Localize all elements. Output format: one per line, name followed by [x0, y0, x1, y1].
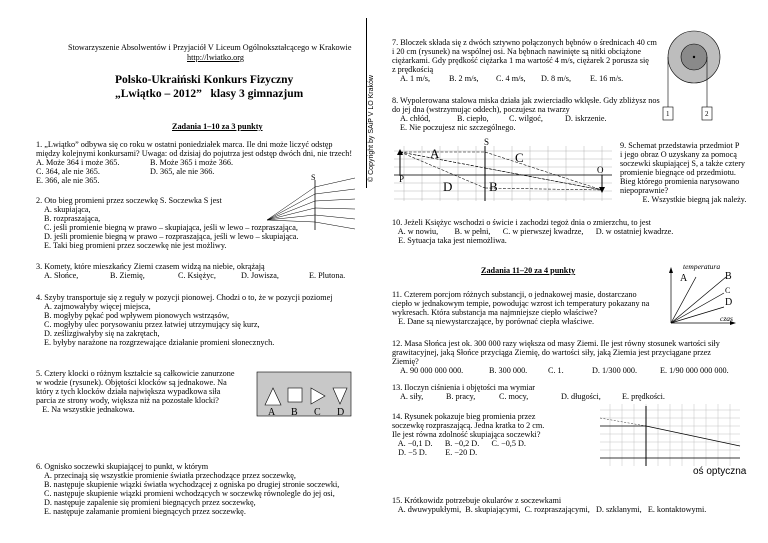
q2-line: 2. Oto bieg promieni przez soczewkę S. Soczewka S jest: [36, 196, 222, 205]
q12-option-b: B. 300 000.: [489, 366, 528, 375]
q6-option-d: D. następuje zapalenie się promieni biegnących przez soczewkę,: [44, 498, 256, 507]
q9-line: soczewki skupiającej S, a także cztery: [620, 159, 746, 168]
association-name: Stowarzyszenie Absolwentów i Przyjaciół V Liceum Ogólnokształcącego w Krakowie: [68, 43, 352, 52]
q13-line: 13. Iloczyn ciśnienia i objętości ma wymiar: [392, 383, 536, 392]
q7-line: ciężarkami. Gdy prędkość ciężarka 1 ma wartość 4 m/s, ciężarek 2 porusza się: [392, 56, 649, 65]
graph-ylabel: temperatura: [683, 262, 721, 271]
q3-option-b: B. Ziemię,: [110, 271, 145, 280]
q4-line: 4. Szyby transportuje się z reguły w pozycji pionowej. Chodzi o to, że w pozycji poziomej: [36, 293, 333, 302]
q7-line: 7. Bloczek składa się z dwóch sztywno połączonych bębnów o średnicach 40 cm: [392, 38, 657, 47]
q6-option-c: C. następuje skupienie wiązki promieni wchodzących w soczewkę równolegle do jej osi,: [44, 489, 335, 498]
lens-image-figure: [394, 146, 612, 201]
q1-option-b: B. Może 365 i może 366.: [150, 158, 233, 167]
q9-label-o: O: [597, 165, 604, 175]
q14-options: A. −0,1 D. B. −0,2 D. C. −0,5 D.: [392, 439, 526, 448]
q9-label-s: S: [484, 137, 490, 147]
q6-option-e: E. następuje załamanie promieni biegnących przez soczewkę.: [44, 507, 246, 516]
q6-option-b: B. następuje skupienie wiązki światła wychodzącej z ogniska po drugiej stronie soczewki,: [44, 480, 340, 489]
series-b-label: B: [725, 271, 732, 282]
block-b-label: B: [291, 407, 298, 418]
diverging-lens-figure: [600, 404, 740, 470]
q9-line: i jego obraz O uzyskany za pomocą: [620, 150, 737, 159]
lens-s-label: S: [311, 173, 316, 182]
q5-line: w wodzie (rysunek). Objętości klocków są jednakowe. Na: [36, 378, 227, 387]
q9-option-e: E. Wszystkie biegną jak należy.: [620, 195, 747, 204]
q1-line: 1. „Lwiątko” odbywa się co roku w ostatni poniedziałek marca. Ile dni może liczyć odstęp: [36, 140, 333, 149]
contest-subtitle: „Lwiątko – 2012” klasy 3 gimnazjum: [115, 88, 304, 100]
q9-label-p: P: [399, 174, 405, 184]
q1-option-e: E. 366, ale nie 365.: [36, 176, 100, 185]
q11-line: wykresach. Która substancja ma najmniejsze ciepło właściwe?: [392, 308, 598, 317]
series-c-label: C: [725, 286, 731, 295]
q1-line: między kolejnymi konkursami? Uwaga: od dzisiaj do pojutrza jest odstęp dwóch dni, nie trzech!: [36, 149, 353, 158]
q12-line: Ziemię?: [392, 357, 419, 366]
q12-option-c: C. 1.: [548, 366, 564, 375]
q1-option-a: A. Może 364 i może 365.: [36, 158, 120, 167]
q9-label-b: B: [489, 179, 498, 194]
q1-option-c: C. 364, ale nie 365.: [36, 167, 100, 176]
q10-option-e: E. Sytuacja taka jest niemożliwa.: [392, 236, 507, 245]
q1-option-d: D. 365, ale nie 366.: [150, 167, 215, 176]
q7-option-d: D. 8 m/s,: [541, 74, 572, 83]
q5-line: który z tych klocków działa największa wypadkowa siła: [36, 387, 221, 396]
section-heading-2: Zadania 11–20 za 4 punkty: [481, 266, 576, 275]
q15-options: A. dwuwypukłymi, B. skupiającymi, C. rozpraszającymi, D. szklanymi, E. kontaktowymi.: [392, 505, 707, 514]
axle-icon: [693, 56, 695, 58]
q13-option-e: E. prędkości.: [622, 392, 665, 401]
q12-option-a: A. 90 000 000 000.: [400, 366, 464, 375]
q12-option-d: D. 1/300 000.: [592, 366, 638, 375]
q12-line: grawitacyjnej, jaką Słońce przyciąga Ziemię, do wartości siły, jaką Ziemia jest przyciągane przez: [392, 348, 711, 357]
q8-line: do jej dna (wstrzymując oddech), poczujesz na twarzy: [392, 105, 570, 114]
q5-option-e: E. Na wszystkie jednakowa.: [36, 405, 135, 414]
q11-option-e: E. Dane są niewystarczające, by porównać ciepła właściwe.: [392, 317, 595, 326]
series-d-label: D: [725, 297, 733, 308]
q2-option-d: D. jeśli promienie biegną w prawo – rozpraszająca, jeśli w lewo – skupiająca.: [44, 232, 299, 241]
graph-xlabel: czas: [720, 314, 733, 323]
optical-axis-label: oś optyczna: [693, 466, 747, 477]
q4-option-e: E. byłyby narażone na rozgrzewające działanie promieni słonecznych.: [44, 338, 275, 347]
q9-line: promienie biegnące od przedmiotu.: [620, 168, 736, 177]
q3-option-a: A. Słońce,: [44, 271, 79, 280]
weight-1-label: 1: [666, 110, 670, 118]
weight-2-label: 2: [705, 110, 709, 118]
column-divider: [366, 18, 367, 188]
block-b-shape: [288, 388, 302, 402]
q4-option-c: C. mogłyby ulec porysowaniu przez łatwiej utrzymujący się kurz,: [44, 320, 260, 329]
q8-line: 8. Wypolerowana stalowa miska działa jak zwierciadło wklęsłe. Gdy zbliżysz nos: [392, 96, 660, 105]
q10-options: A. w nowiu, B. w pełni, C. w pierwszej kwadrze, D. w ostatniej kwadrze.: [392, 227, 674, 236]
q8-option-a: A. chłód,: [400, 114, 431, 123]
q8-option-e: E. Nie poczujesz nic szczególnego.: [400, 123, 516, 132]
copyright-notice: © Copyright by SAiP V LO Kraków: [368, 75, 375, 182]
q13-option-b: B. pracy,: [446, 392, 476, 401]
block-c-label: C: [314, 407, 321, 418]
q6-line: 6. Ognisko soczewki skupiającej to punkt, w którym: [36, 462, 209, 471]
q14-line: soczewkę rozpraszającą. Jedna kratka to 2 cm.: [392, 421, 545, 430]
q9-label-a: A: [430, 146, 440, 161]
q4-option-d: D. ześlizgiwałyby się na zakrętach,: [44, 329, 160, 338]
q7-option-a: A. 1 m/s,: [400, 74, 431, 83]
q7-line: i 20 cm (rysunek) na wspólnej osi. Na bębnach nawinięte są nitki obciążone: [392, 47, 641, 56]
q2-option-e: E. Taki bieg promieni przez soczewkę nie jest możliwy.: [44, 241, 227, 250]
q7-option-b: B. 2 m/s,: [449, 74, 479, 83]
q13-option-d: D. długości,: [561, 392, 601, 401]
block-a-label: A: [268, 407, 276, 418]
q3-option-c: C. Księżyc,: [178, 271, 216, 280]
q8-option-b: B. ciepło,: [457, 114, 489, 123]
contest-title: Polsko-Ukraiński Konkurs Fizyczny: [115, 74, 294, 86]
q5-line: 5. Cztery klocki o różnym kształcie są całkowicie zanurzone: [36, 369, 235, 378]
q11-line: 11. Czterem porcjom różnych substancji, o jednakowej masie, dostarczano: [392, 290, 637, 299]
q12-line: 12. Masa Słońca jest ok. 300 000 razy większa od masy Ziemi. Ile jest równy stosunek wartości siły: [392, 339, 720, 348]
q9-line: 9. Schemat przedstawia przedmiot P: [620, 141, 740, 150]
q4-option-b: B. mogłyby pękać pod wpływem pionowych wstrząsów,: [44, 311, 230, 320]
q6-option-a: A. przecinają się wszystkie promienie światła przechodzące przez soczewkę,: [44, 471, 296, 480]
block-d-label: D: [337, 407, 345, 418]
q10-line: 10. Jeżeli Księżyc wschodzi o świcie i zachodzi tegoż dnia o zmierzchu, to jest: [392, 218, 651, 227]
q3-line: 3. Komety, które mieszkańcy Ziemi czasem widzą na niebie, okrążają: [36, 262, 265, 271]
q2-option-a: A. skupiająca,: [44, 205, 91, 214]
q14-options: D. −5 D. E. −20 D.: [392, 448, 478, 457]
q7-option-c: C. 4 m/s,: [496, 74, 526, 83]
q13-option-c: C. mocy,: [499, 392, 529, 401]
q15-line: 15. Krótkowidz potrzebuje okularów z soczewkami: [392, 496, 562, 505]
q3-option-e: E. Plutona.: [309, 271, 346, 280]
q4-option-a: A. zajmowałyby więcej miejsca,: [44, 302, 151, 311]
q2-option-c: C. jeśli promienie biegną w prawo – skupiająca, jeśli w lewo – rozpraszająca,: [44, 223, 298, 232]
q12-option-e: E. 1/90 000 000 000.: [660, 366, 729, 375]
q2-option-b: B. rozpraszająca,: [44, 214, 101, 223]
q3-option-d: D. Jowisza,: [241, 271, 279, 280]
website-link[interactable]: http://lwiatko.org: [187, 53, 244, 62]
series-a-label: A: [680, 273, 688, 284]
q9-line: niepoprawnie?: [620, 186, 669, 195]
q9-label-c: C: [515, 150, 524, 165]
q14-line: 14. Rysunek pokazuje bieg promienia przez: [392, 412, 536, 421]
section-heading-1: Zadania 1–10 za 3 punkty: [172, 122, 263, 131]
q11-line: ciepło w jednakowym tempie, powodując wzrost ich temperatury pokazany na: [392, 299, 650, 308]
q14-line: Ile jest równa zdolność skupiająca soczewki?: [392, 430, 541, 439]
q13-option-a: A. siły,: [400, 392, 424, 401]
q7-option-e: E. 16 m/s.: [590, 74, 624, 83]
q5-line: parcia ze strony wody, większa niż na pozostałe klocki?: [36, 396, 219, 405]
series-d-line: [671, 307, 724, 323]
q8-option-c: C. wilgoć,: [509, 114, 543, 123]
q8-option-d: D. iskrzenie.: [565, 114, 607, 123]
q9-label-d: D: [443, 179, 453, 194]
q7-line: z prędkością: [392, 65, 434, 74]
q9-line: Bieg którego promienia narysowano: [620, 177, 740, 186]
